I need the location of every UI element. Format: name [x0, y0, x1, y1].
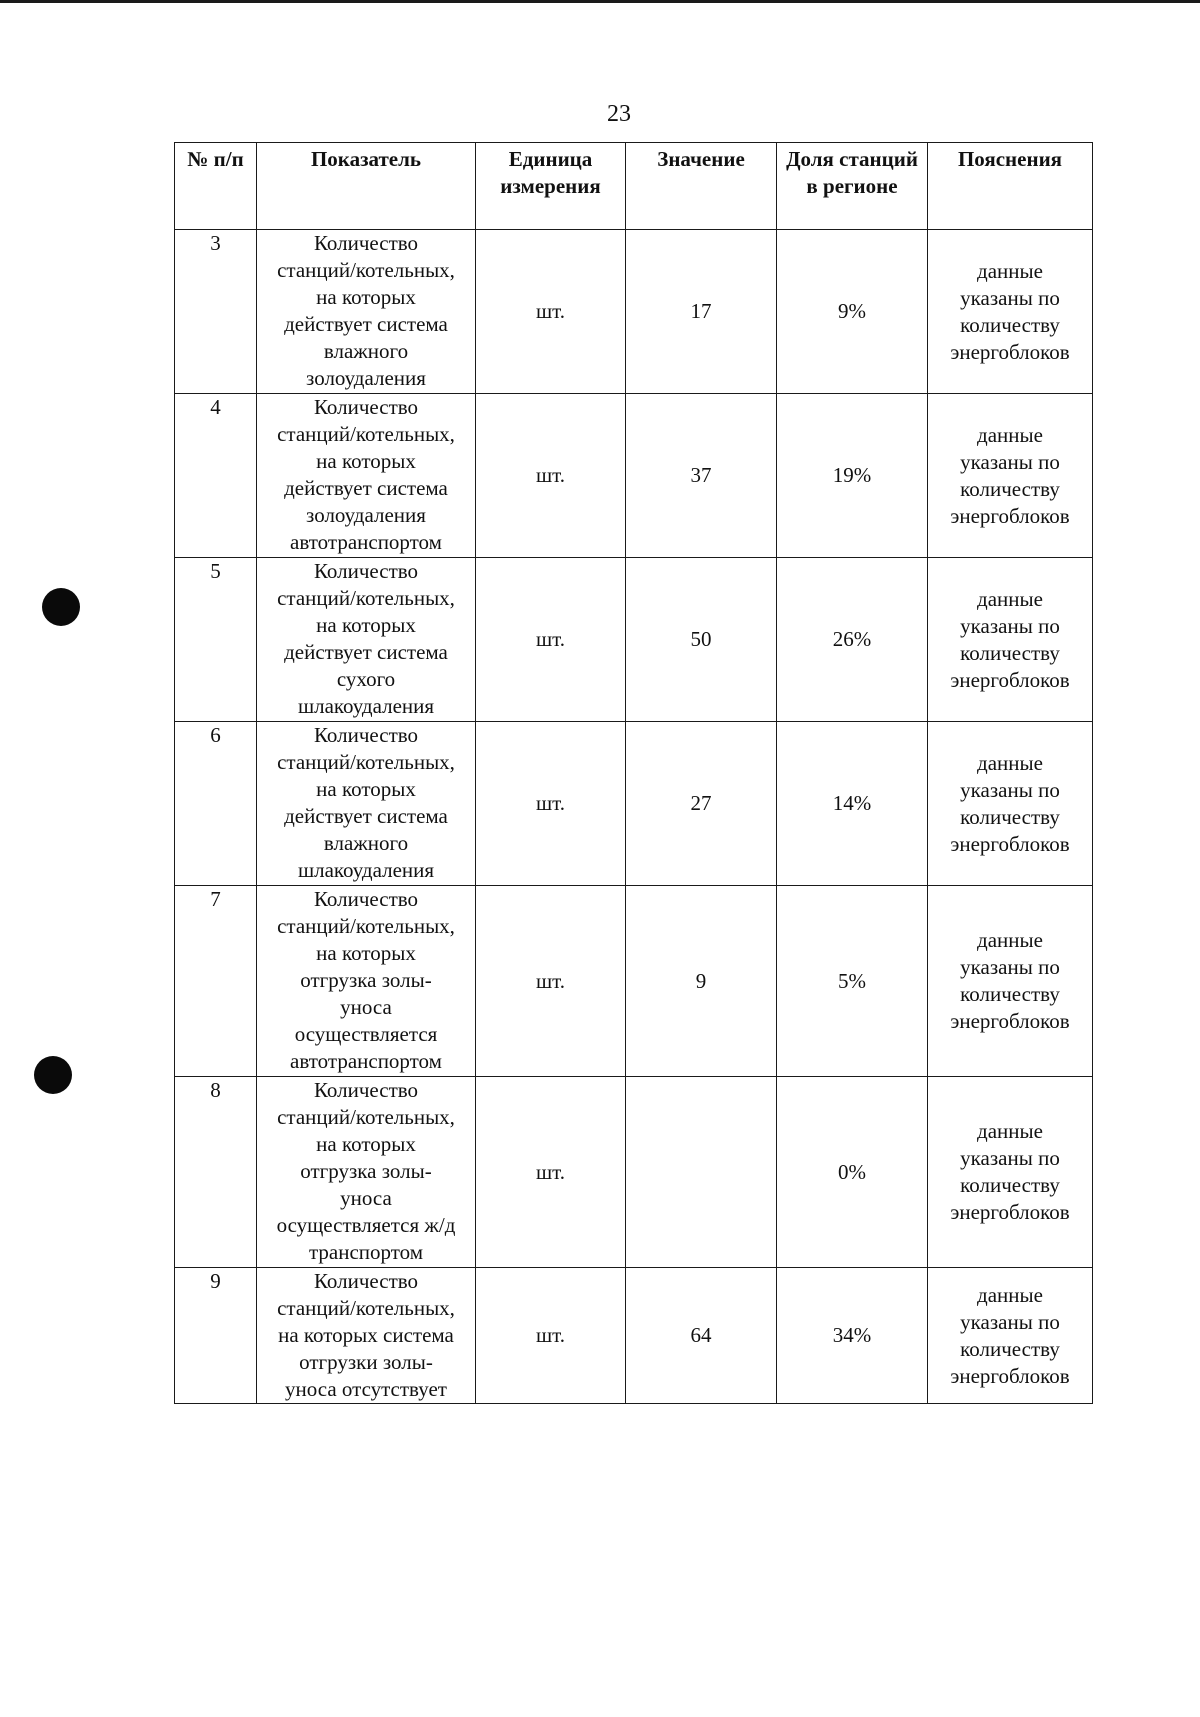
cell-share: 26% — [777, 558, 928, 722]
punch-hole-mark — [34, 1056, 72, 1094]
cell-indicator: Количество станций/котельных, на которых действует система золоудаления автотранспортом — [257, 394, 476, 558]
cell-notes: данные указаны по количеству энергоблоков — [928, 558, 1093, 722]
cell-value: 50 — [626, 558, 777, 722]
cell-unit: шт. — [476, 722, 626, 886]
table-row — [175, 886, 1093, 1077]
cell-notes: данные указаны по количеству энергоблоков — [928, 1077, 1093, 1268]
table-header-row — [175, 143, 1093, 230]
cell-unit: шт. — [476, 558, 626, 722]
cell-value: 37 — [626, 394, 777, 558]
header-share: Доля станций в регионе — [777, 143, 928, 230]
cell-value — [626, 1077, 777, 1268]
header-num: № п/п — [175, 143, 257, 230]
cell-indicator: Количество станций/котельных, на которых действует система влажного шлакоудаления — [257, 722, 476, 886]
cell-notes: данные указаны по количеству энергоблоков — [928, 394, 1093, 558]
cell-indicator: Количество станций/котельных, на которых система отгрузки золы- уноса отсутствует — [257, 1268, 476, 1404]
cell-notes: данные указаны по количеству энергоблоков — [928, 1268, 1093, 1404]
cell-num: 8 — [175, 1077, 257, 1268]
table-row — [175, 722, 1093, 886]
cell-num: 9 — [175, 1268, 257, 1404]
cell-unit: шт. — [476, 1077, 626, 1268]
header-unit: Единица измерения — [476, 143, 626, 230]
cell-unit: шт. — [476, 1268, 626, 1404]
cell-num: 7 — [175, 886, 257, 1077]
table-row — [175, 230, 1093, 394]
page-number: 23 — [607, 101, 631, 127]
cell-indicator: Количество станций/котельных, на которых действует система сухого шлакоудаления — [257, 558, 476, 722]
cell-unit: шт. — [476, 886, 626, 1077]
table-row — [175, 394, 1093, 558]
header-notes: Пояснения — [928, 143, 1093, 230]
cell-num: 3 — [175, 230, 257, 394]
table-row — [175, 1268, 1093, 1404]
header-value: Значение — [626, 143, 777, 230]
cell-num: 5 — [175, 558, 257, 722]
cell-value: 17 — [626, 230, 777, 394]
cell-share: 14% — [777, 722, 928, 886]
cell-value: 9 — [626, 886, 777, 1077]
cell-share: 0% — [777, 1077, 928, 1268]
indicators-table — [174, 142, 1093, 1404]
cell-share: 5% — [777, 886, 928, 1077]
cell-num: 4 — [175, 394, 257, 558]
cell-notes: данные указаны по количеству энергоблоков — [928, 230, 1093, 394]
cell-share: 19% — [777, 394, 928, 558]
table-row — [175, 1077, 1093, 1268]
cell-value: 64 — [626, 1268, 777, 1404]
punch-hole-mark — [42, 588, 80, 626]
cell-notes: данные указаны по количеству энергоблоков — [928, 722, 1093, 886]
scan-top-border — [0, 0, 1200, 3]
cell-share: 34% — [777, 1268, 928, 1404]
table-row — [175, 558, 1093, 722]
header-indicator: Показатель — [257, 143, 476, 230]
cell-unit: шт. — [476, 394, 626, 558]
cell-notes: данные указаны по количеству энергоблоков — [928, 886, 1093, 1077]
cell-unit: шт. — [476, 230, 626, 394]
cell-num: 6 — [175, 722, 257, 886]
cell-value: 27 — [626, 722, 777, 886]
cell-share: 9% — [777, 230, 928, 394]
cell-indicator: Количество станций/котельных, на которых действует система влажного золоудаления — [257, 230, 476, 394]
cell-indicator: Количество станций/котельных, на которых отгрузка золы- уноса осуществляется автотранспортом — [257, 886, 476, 1077]
cell-indicator: Количество станций/котельных, на которых отгрузка золы- уноса осуществляется ж/д транспортом — [257, 1077, 476, 1268]
